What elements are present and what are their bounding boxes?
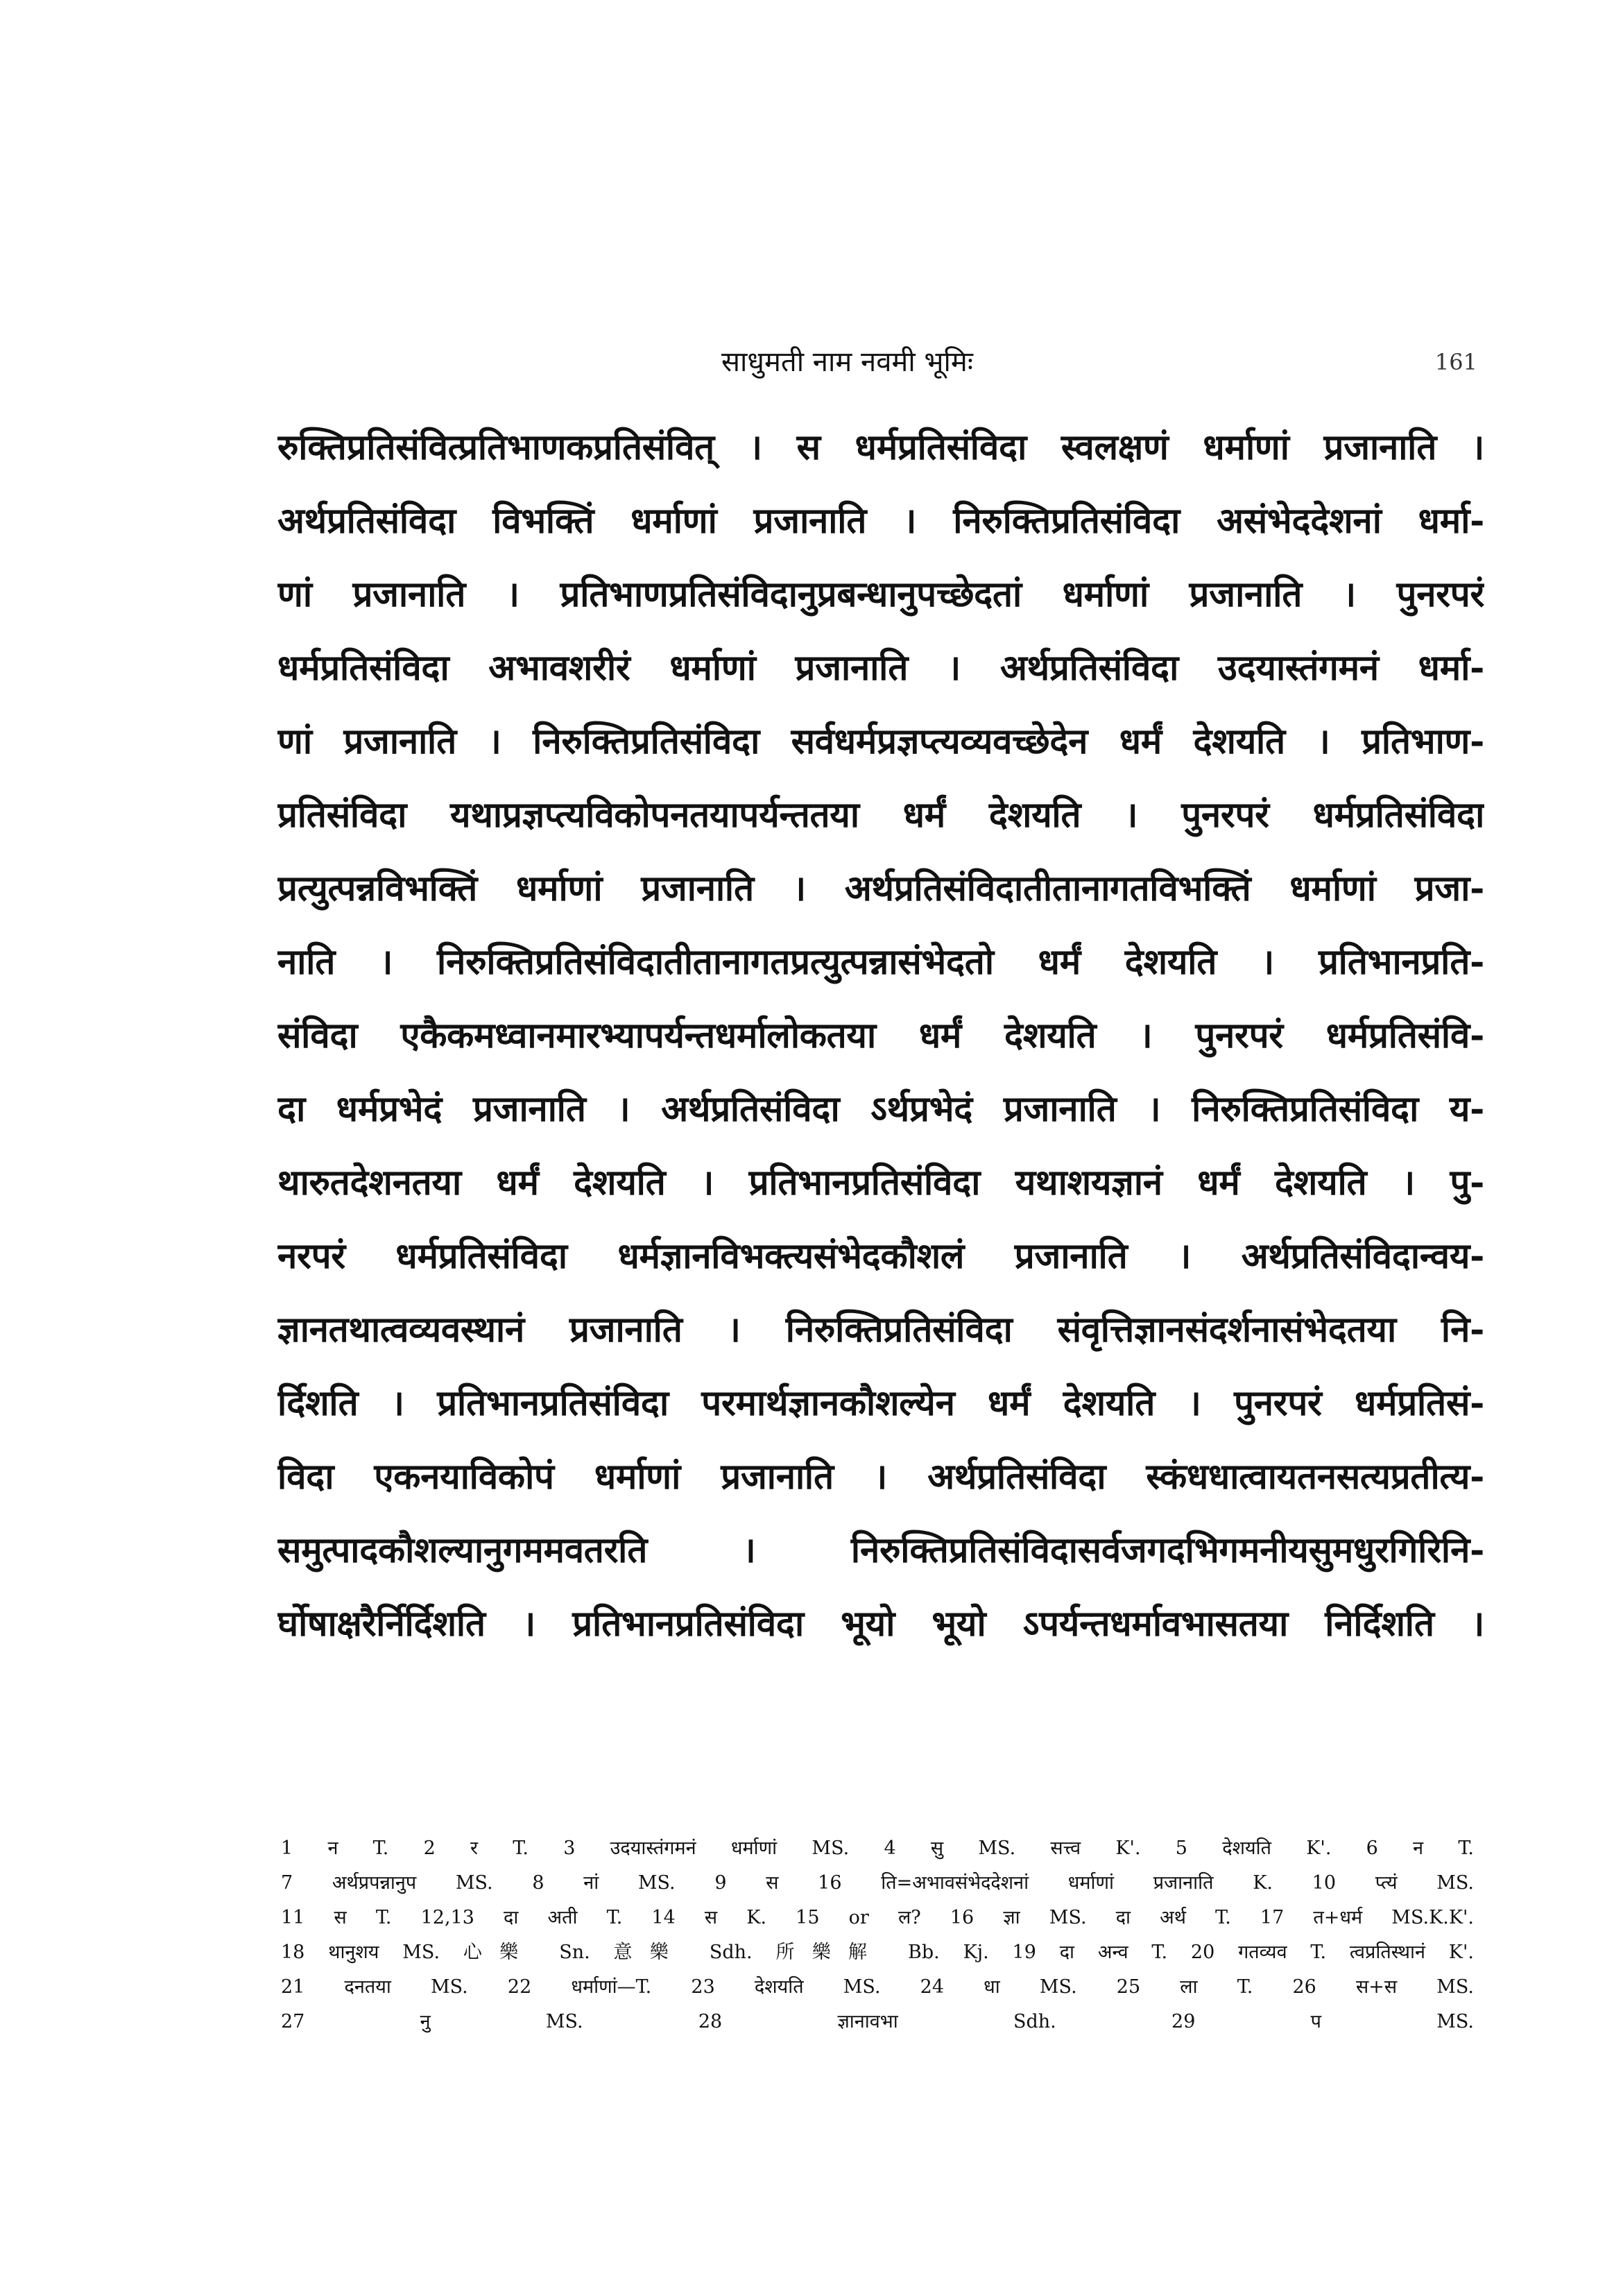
text-line: नरपरं धर्मप्रतिसंविदा धर्मज्ञानविभक्त्यसंभेदकौशलं प्रजानाति । अर्थप्रतिसंविदान्वय-	[277, 1235, 1484, 1277]
text-line: विदा एकनयाविकोपं धर्माणां प्रजानाति । अर्थप्रतिसंविदा स्कंधधात्वायतनसत्यप्रतीत्य-	[277, 1456, 1484, 1498]
text-line: धर्मप्रतिसंविदा अभावशरीरं धर्माणां प्रजानाति । अर्थप्रतिसंविदा उदयास्तंगमनं धर्मा-	[277, 647, 1484, 689]
footnote-line: 7 अर्थप्रपन्नानुप MS. 8 नां MS. 9 स 16 ति=अभावसंभेददेशनां धर्माणां प्रजानाति K. 10 प्त्यं MS.	[281, 1872, 1474, 1894]
text-line: रुक्तिप्रतिसंवित्प्रतिभाणकप्रतिसंवित् । स धर्मप्रतिसंविदा स्वलक्षणं धर्माणां प्रजानाति ।	[277, 427, 1484, 468]
text-line: प्रतिसंविदा यथाप्रज्ञप्त्यविकोपनतयापर्यन्ततया धर्मं देशयति । पुनरपरं धर्मप्रतिसंविदा	[277, 794, 1484, 836]
text-line: ज्ञानतथात्वव्यवस्थानं प्रजानाति । निरुक्तिप्रतिसंविदा संवृत्तिज्ञानसंदर्शनासंभेदतया नि-	[277, 1309, 1484, 1351]
running-title: साधुमती नाम नवमी भूमिः	[721, 346, 973, 378]
footnote-line: 27 नु MS. 28 ज्ञानावभा Sdh. 29 प MS.	[281, 2011, 1474, 2032]
text-line: णां प्रजानाति । निरुक्तिप्रतिसंविदा सर्वधर्मप्रज्ञप्त्यव्यवच्छेदेन धर्मं देशयति । प्रतिभाण-	[277, 721, 1484, 762]
text-line: संविदा एकैकमध्वानमारभ्यापर्यन्तधर्मालोकतया धर्मं देशयति । पुनरपरं धर्मप्रतिसंवि-	[277, 1015, 1484, 1056]
footnotes	[281, 1831, 1474, 2039]
text-line: णां प्रजानाति । प्रतिभाणप्रतिसंविदानुप्रबन्धानुपच्छेदतां धर्माणां प्रजानाति । पुनरपरं	[277, 574, 1484, 615]
footnote-line: 1 न T. 2 र T. 3 उदयास्तंगमनं धर्माणां MS. 4 सु MS. सत्त्व K'. 5 देशयति K'. 6 न T.	[281, 1837, 1474, 1859]
footnote-line: 11 स T. 12,13 दा अती T. 14 स K. 15 or ल? 16 ज्ञा MS. दा अर्थ T. 17 त+धर्म MS.K.K'.	[281, 1907, 1474, 1928]
body-text	[277, 411, 1484, 1661]
page-number: 161	[1434, 349, 1477, 375]
footnote-line: 18 थानुशय MS. 心樂 Sn. 意樂 Sdh. 所樂解 Bb. Kj. 19 दा अन्व T. 20 गतव्यव T. त्वप्रतिस्थानं K'.	[281, 1942, 1474, 1963]
footnote-line: 21 दनतया MS. 22 धर्माणां—T. 23 देशयति MS. 24 धा MS. 25 ला T. 26 स+स MS.	[281, 1976, 1474, 1998]
text-line: अर्थप्रतिसंविदा विभक्तिं धर्माणां प्रजानाति । निरुक्तिप्रतिसंविदा असंभेददेशनां धर्मा-	[277, 500, 1484, 542]
running-head	[721, 341, 1477, 383]
text-line: नाति । निरुक्तिप्रतिसंविदातीतानागतप्रत्युत्पन्नासंभेदतो धर्मं देशयति । प्रतिभानप्रति-	[277, 941, 1484, 983]
text-line: थारुतदेशनतया धर्मं देशयति । प्रतिभानप्रतिसंविदा यथाशयज्ञानं धर्मं देशयति । पु-	[277, 1162, 1484, 1203]
text-line: दा धर्मप्रभेदं प्रजानाति । अर्थप्रतिसंविदा ऽर्थप्रभेदं प्रजानाति । निरुक्तिप्रतिसंविदा य-	[277, 1088, 1484, 1130]
text-line: प्रत्युत्पन्नविभक्तिं धर्माणां प्रजानाति । अर्थप्रतिसंविदातीतानागतविभक्तिं धर्माणां प्रजा-	[277, 868, 1484, 909]
text-line: र्दिशति । प्रतिभानप्रतिसंविदा परमार्थज्ञानकौशल्येन धर्मं देशयति । पुनरपरं धर्मप्रतिसं-	[277, 1382, 1484, 1424]
text-line: समुत्पादकौशल्यानुगममवतरति । निरुक्तिप्रतिसंविदासर्वजगदभिगमनीयसुमधुरगिरिनि-	[277, 1530, 1484, 1571]
text-line: र्घोषाक्षरैर्निर्दिशति । प्रतिभानप्रतिसंविदा भूयो भूयो ऽपर्यन्तधर्मावभासतया निर्दिशति ।	[277, 1603, 1484, 1645]
